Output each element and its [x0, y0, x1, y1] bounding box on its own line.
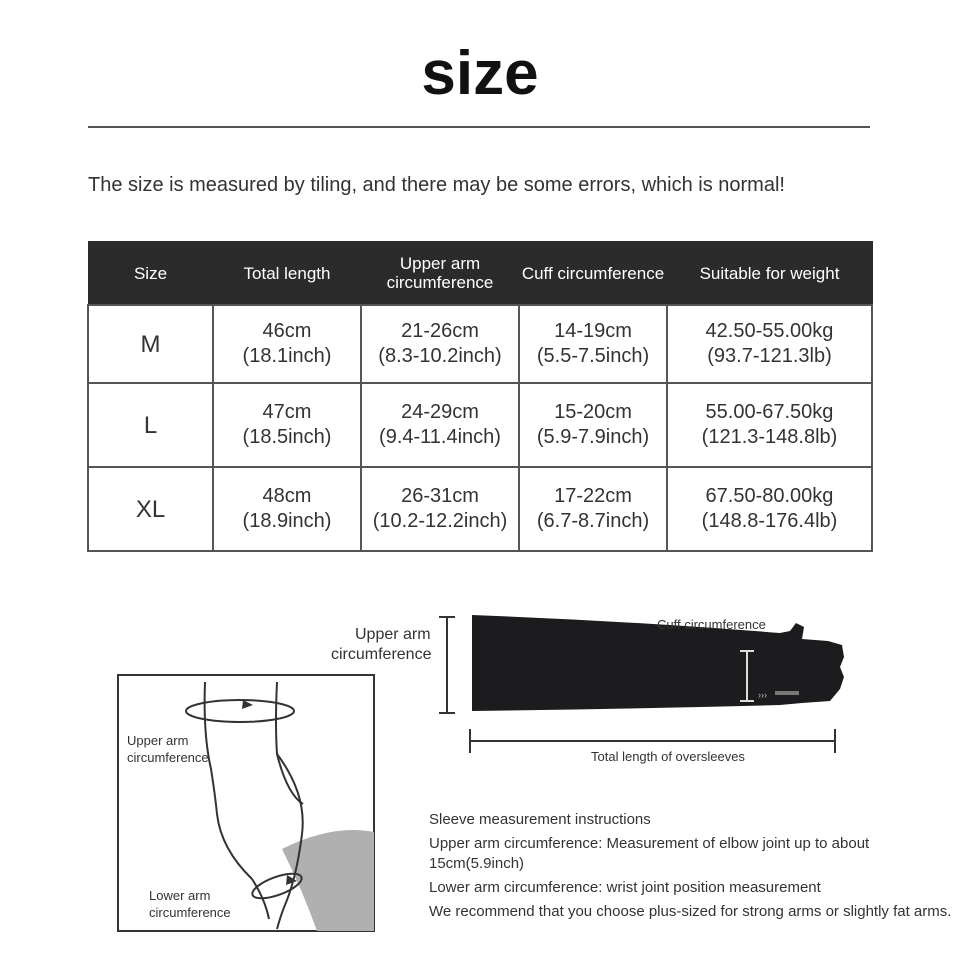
size-cell: L	[88, 383, 213, 467]
size-cell: XL	[88, 467, 213, 551]
header-upper-arm: Upper arm circumference	[361, 242, 519, 306]
length-cell: 48cm (18.9inch)	[213, 467, 361, 551]
table-row	[88, 305, 872, 383]
upper-arm-cell: 21-26cm (8.3-10.2inch)	[361, 305, 519, 383]
page-title: size	[421, 39, 539, 108]
cuff-label: Cuff circumference	[657, 617, 766, 632]
table-row	[88, 383, 872, 467]
cuff-cell: 14-19cm (5.5-7.5inch)	[519, 305, 667, 383]
instructions-heading: Sleeve measurement instructions	[429, 811, 651, 828]
total-length-label: Total length of oversleeves	[591, 749, 745, 764]
upper-arm-cell: 26-31cm (10.2-12.2inch)	[361, 467, 519, 551]
header-weight: Suitable for weight	[667, 242, 872, 306]
sleeve-upper-label-line2: circumference	[331, 646, 432, 663]
title-divider	[88, 126, 870, 128]
weight-cell: 55.00-67.50kg (121.3-148.8lb)	[667, 383, 872, 467]
weight-cell: 42.50-55.00kg (93.7-121.3lb)	[667, 305, 872, 383]
size-cell: M	[88, 305, 213, 383]
instructions-recommend: We recommend that you choose plus-sized for strong arms or slightly fat arms.	[429, 903, 952, 920]
upper-arm-cell: 24-29cm (9.4-11.4inch)	[361, 383, 519, 467]
size-table	[87, 241, 873, 552]
arm-lower-label-line1: Lower arm	[149, 888, 211, 903]
header-total-length: Total length	[213, 242, 361, 306]
arm-upper-label-line2: circumference	[127, 750, 209, 765]
length-cell: 46cm (18.1inch)	[213, 305, 361, 383]
table-header-row	[88, 242, 872, 306]
length-cell: 47cm (18.5inch)	[213, 383, 361, 467]
instructions-upper: Upper arm circumference: Measurement of elbow joint up to about 15cm(5.9inch)	[429, 835, 870, 872]
svg-text:›››: ›››	[758, 690, 767, 700]
cuff-cell: 15-20cm (5.9-7.9inch)	[519, 383, 667, 467]
arm-lower-label-line2: circumference	[149, 905, 231, 920]
weight-cell: 67.50-80.00kg (148.8-176.4lb)	[667, 467, 872, 551]
header-size: Size	[88, 242, 213, 306]
header-cuff: Cuff circumference	[519, 242, 667, 306]
arm-upper-label-line1: Upper arm	[127, 733, 189, 748]
measurement-instructions	[429, 810, 954, 926]
instructions-lower: Lower arm circumference: wrist joint position measurement	[429, 879, 821, 896]
sleeve-upper-label-line1: Upper arm	[355, 626, 431, 643]
table-row	[88, 467, 872, 551]
cuff-cell: 17-22cm (6.7-8.7inch)	[519, 467, 667, 551]
measurement-note: The size is measured by tiling, and there may be some errors, which is normal!	[88, 174, 785, 196]
